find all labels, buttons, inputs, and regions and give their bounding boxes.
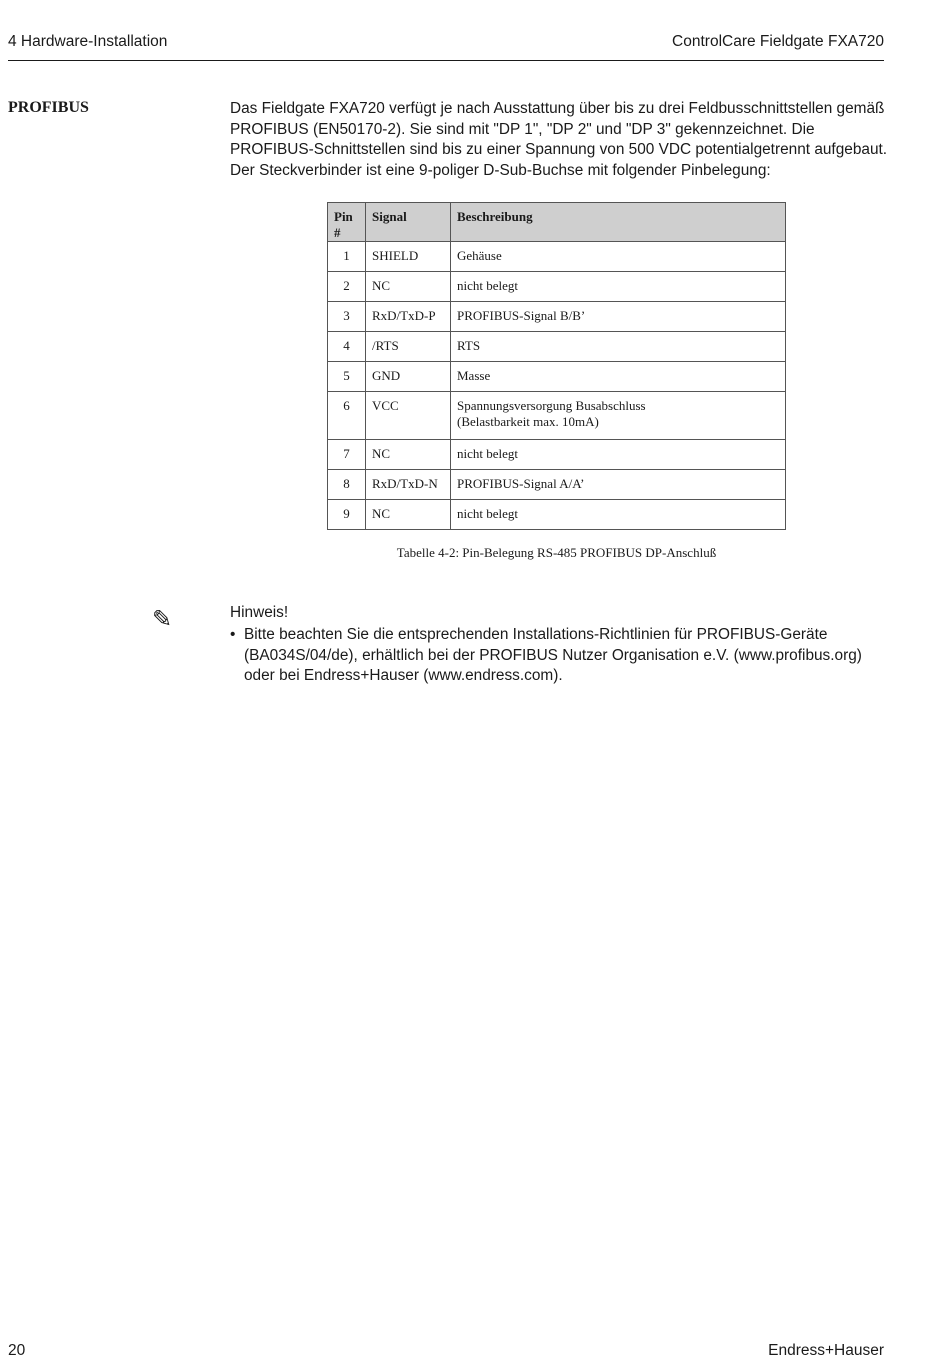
table-header-row: [328, 203, 786, 242]
header-divider: [8, 60, 884, 61]
table-row: [328, 392, 786, 440]
signal-cell: NC: [366, 440, 451, 470]
signal-cell: RxD/TxD-N: [366, 470, 451, 500]
description-cell: Masse: [451, 362, 786, 392]
note-list: [230, 625, 890, 687]
bullet: •: [230, 626, 236, 643]
pin-cell: 3: [328, 302, 366, 332]
note-text: Bitte beachten Sie die entsprechenden Installations-Richtlinien für PROFIBUS-Geräte (BA034S/04/de), erhältlich bei der PROFIBUS Nutzer Organisation e.V. (www.profibus.org) oder bei Endress+Hauser (www.endress.com).: [244, 626, 862, 684]
pin-cell: 8: [328, 470, 366, 500]
description-cell: PROFIBUS-Signal B/B’: [451, 302, 786, 332]
pin-cell: 6: [328, 392, 366, 440]
page-number: 20: [8, 1342, 26, 1359]
pin-cell: 1: [328, 242, 366, 272]
column-header-description: Beschreibung: [451, 203, 786, 242]
table-row: [328, 242, 786, 272]
description-cell: [451, 392, 786, 440]
description-line: Spannungsversorgung Busabschluss: [457, 398, 646, 413]
table-row: [328, 500, 786, 530]
pin-cell: 5: [328, 362, 366, 392]
signal-cell: GND: [366, 362, 451, 392]
table-row: [328, 332, 786, 362]
column-header-pin: Pin #: [328, 203, 366, 242]
table-row: [328, 470, 786, 500]
signal-cell: RxD/TxD-P: [366, 302, 451, 332]
signal-cell: SHIELD: [366, 242, 451, 272]
description-cell: RTS: [451, 332, 786, 362]
section-title: PROFIBUS: [8, 99, 89, 116]
signal-cell: NC: [366, 500, 451, 530]
description-cell: nicht belegt: [451, 440, 786, 470]
note-title: Hinweis!: [230, 604, 289, 621]
column-header-signal: Signal: [366, 203, 451, 242]
signal-cell: VCC: [366, 392, 451, 440]
pin-assignment-table: [327, 202, 786, 530]
description-line-2: (Belastbarkeit max. 10mA): [457, 414, 599, 429]
table-caption: Tabelle 4-2: Pin-Belegung RS-485 PROFIBUS DP-Anschluß: [396, 545, 717, 560]
table-row: [328, 272, 786, 302]
signal-cell: NC: [366, 272, 451, 302]
pin-cell: 2: [328, 272, 366, 302]
running-header-product: ControlCare Fieldgate FXA720: [672, 33, 884, 50]
list-item: [230, 625, 890, 687]
pencil-icon: ✎: [152, 606, 173, 633]
pin-cell: 9: [328, 500, 366, 530]
table-row: [328, 302, 786, 332]
table-row: [328, 440, 786, 470]
pin-cell: 7: [328, 440, 366, 470]
footer-brand: Endress+Hauser: [768, 1342, 884, 1359]
intro-paragraph: Das Fieldgate FXA720 verfügt je nach Ausstattung über bis zu drei Feldbusschnittstellen gemäß PROFIBUS (EN50170-2). Sie sind mit "DP 1", "DP 2" und "DP 3" gekennzeichnet. Die PROFIBUS-Schnittstellen sind bis zu einer Spannung von 500 VDC potentialgetrennt aufgebaut. Der Steckverbinder ist eine 9-poliger D-Sub-Buchse mit folgender Pinbelegung:: [230, 100, 888, 179]
description-cell: nicht belegt: [451, 272, 786, 302]
description-cell: PROFIBUS-Signal A/A’: [451, 470, 786, 500]
table-row: [328, 362, 786, 392]
signal-cell: /RTS: [366, 332, 451, 362]
description-cell: nicht belegt: [451, 500, 786, 530]
running-header-chapter: 4 Hardware-Installation: [8, 33, 168, 50]
description-cell: Gehäuse: [451, 242, 786, 272]
pin-cell: 4: [328, 332, 366, 362]
